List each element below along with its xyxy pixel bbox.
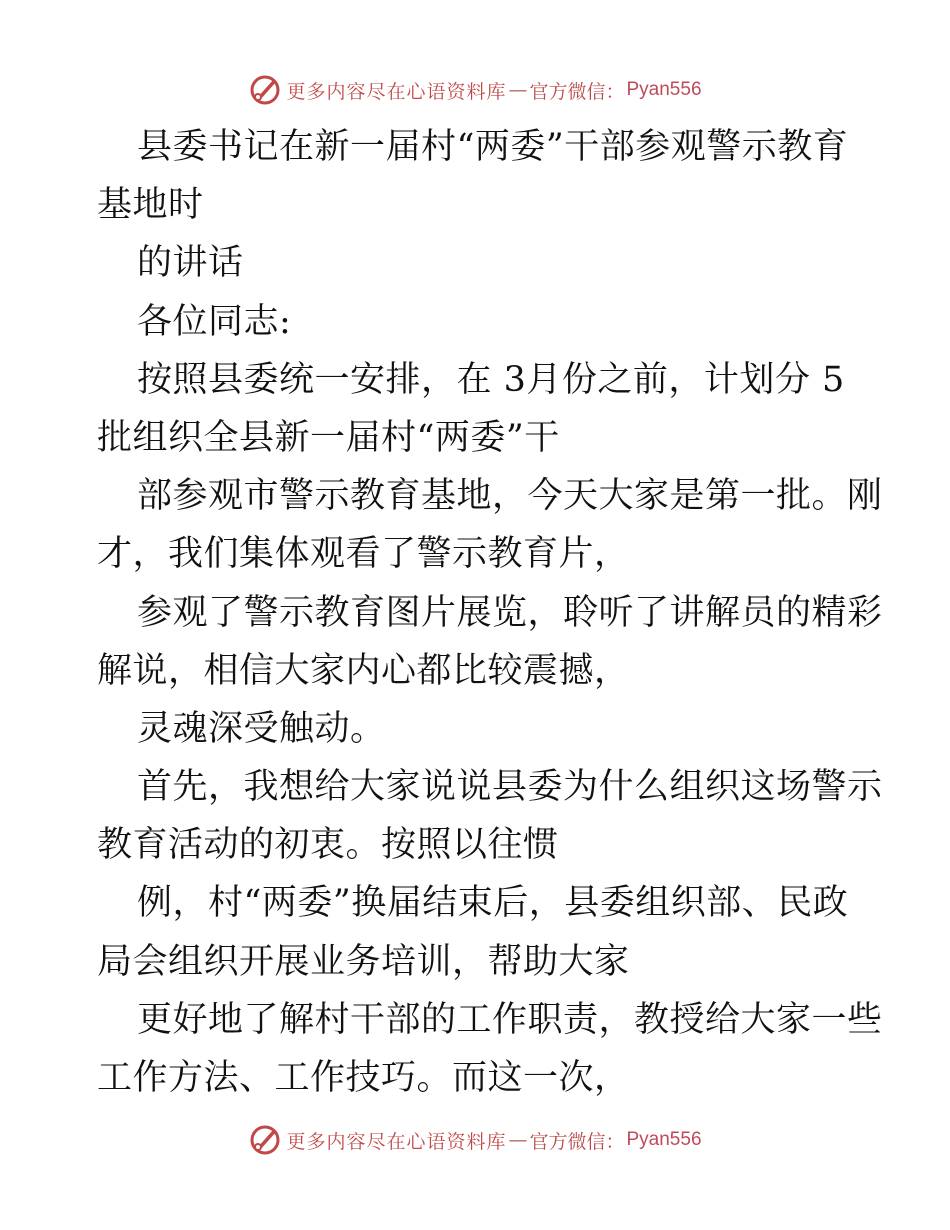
text-line: 工作方法、工作技巧。而这一次， [97,1058,630,1098]
watermark-wechat-id: Pyan556 [626,1129,702,1150]
text-line: 的讲话 [137,243,244,284]
watermark-wechat-id: Pyan556 [626,79,702,100]
document-body [97,118,883,1107]
text-line: 灵魂深受触动。 [137,708,386,749]
text-line: 部参观市警示教育基地，今天大家是第一批。刚 [137,476,883,517]
text-line: 局会组织开展业务培训，帮助大家 [97,941,630,982]
text-line: 各位同志: [137,301,292,342]
text-line: 基地时 [97,185,204,226]
text-line: 首先，我想给大家说说县委为什么组织这场警示 [137,767,883,808]
text-line: 县委书记在新一届村“两委”干部参观警示教育 [137,127,849,167]
watermark-site-text: 更多内容尽在心语资料库 [286,80,507,103]
text-line: 更好地了解村干部的工作职责，教授给大家一些 [137,999,883,1040]
text-line: 例，村“两委”换届结束后，县委组织部、民政 [137,883,849,924]
text-line: 批组织全县新一届村“两委”干 [97,417,560,458]
text-line: 按照县委统一安排，在 3月份之前，计划分 5 [137,359,845,400]
quill-pen-logo-icon [248,1123,282,1157]
watermark-site-text: 更多内容尽在心语资料库 [286,1130,507,1153]
footer-watermark-banner [0,1120,950,1160]
quill-pen-logo-icon [248,73,282,107]
text-line: 教育活动的初衷。按照以往惯 [97,825,559,866]
watermark-dash: — [508,1129,528,1151]
text-line: 才，我们集体观看了警示教育片， [97,534,630,575]
header-watermark-banner [0,70,950,110]
watermark-wechat-label: 官方微信： [529,1130,625,1153]
text-line: 参观了警示教育图片展览，聆听了讲解员的精彩 [137,592,883,633]
text-line: 解说，相信大家内心都比较震撼， [97,650,630,691]
watermark-dash: — [508,79,528,101]
watermark-wechat-label: 官方微信： [529,80,625,103]
